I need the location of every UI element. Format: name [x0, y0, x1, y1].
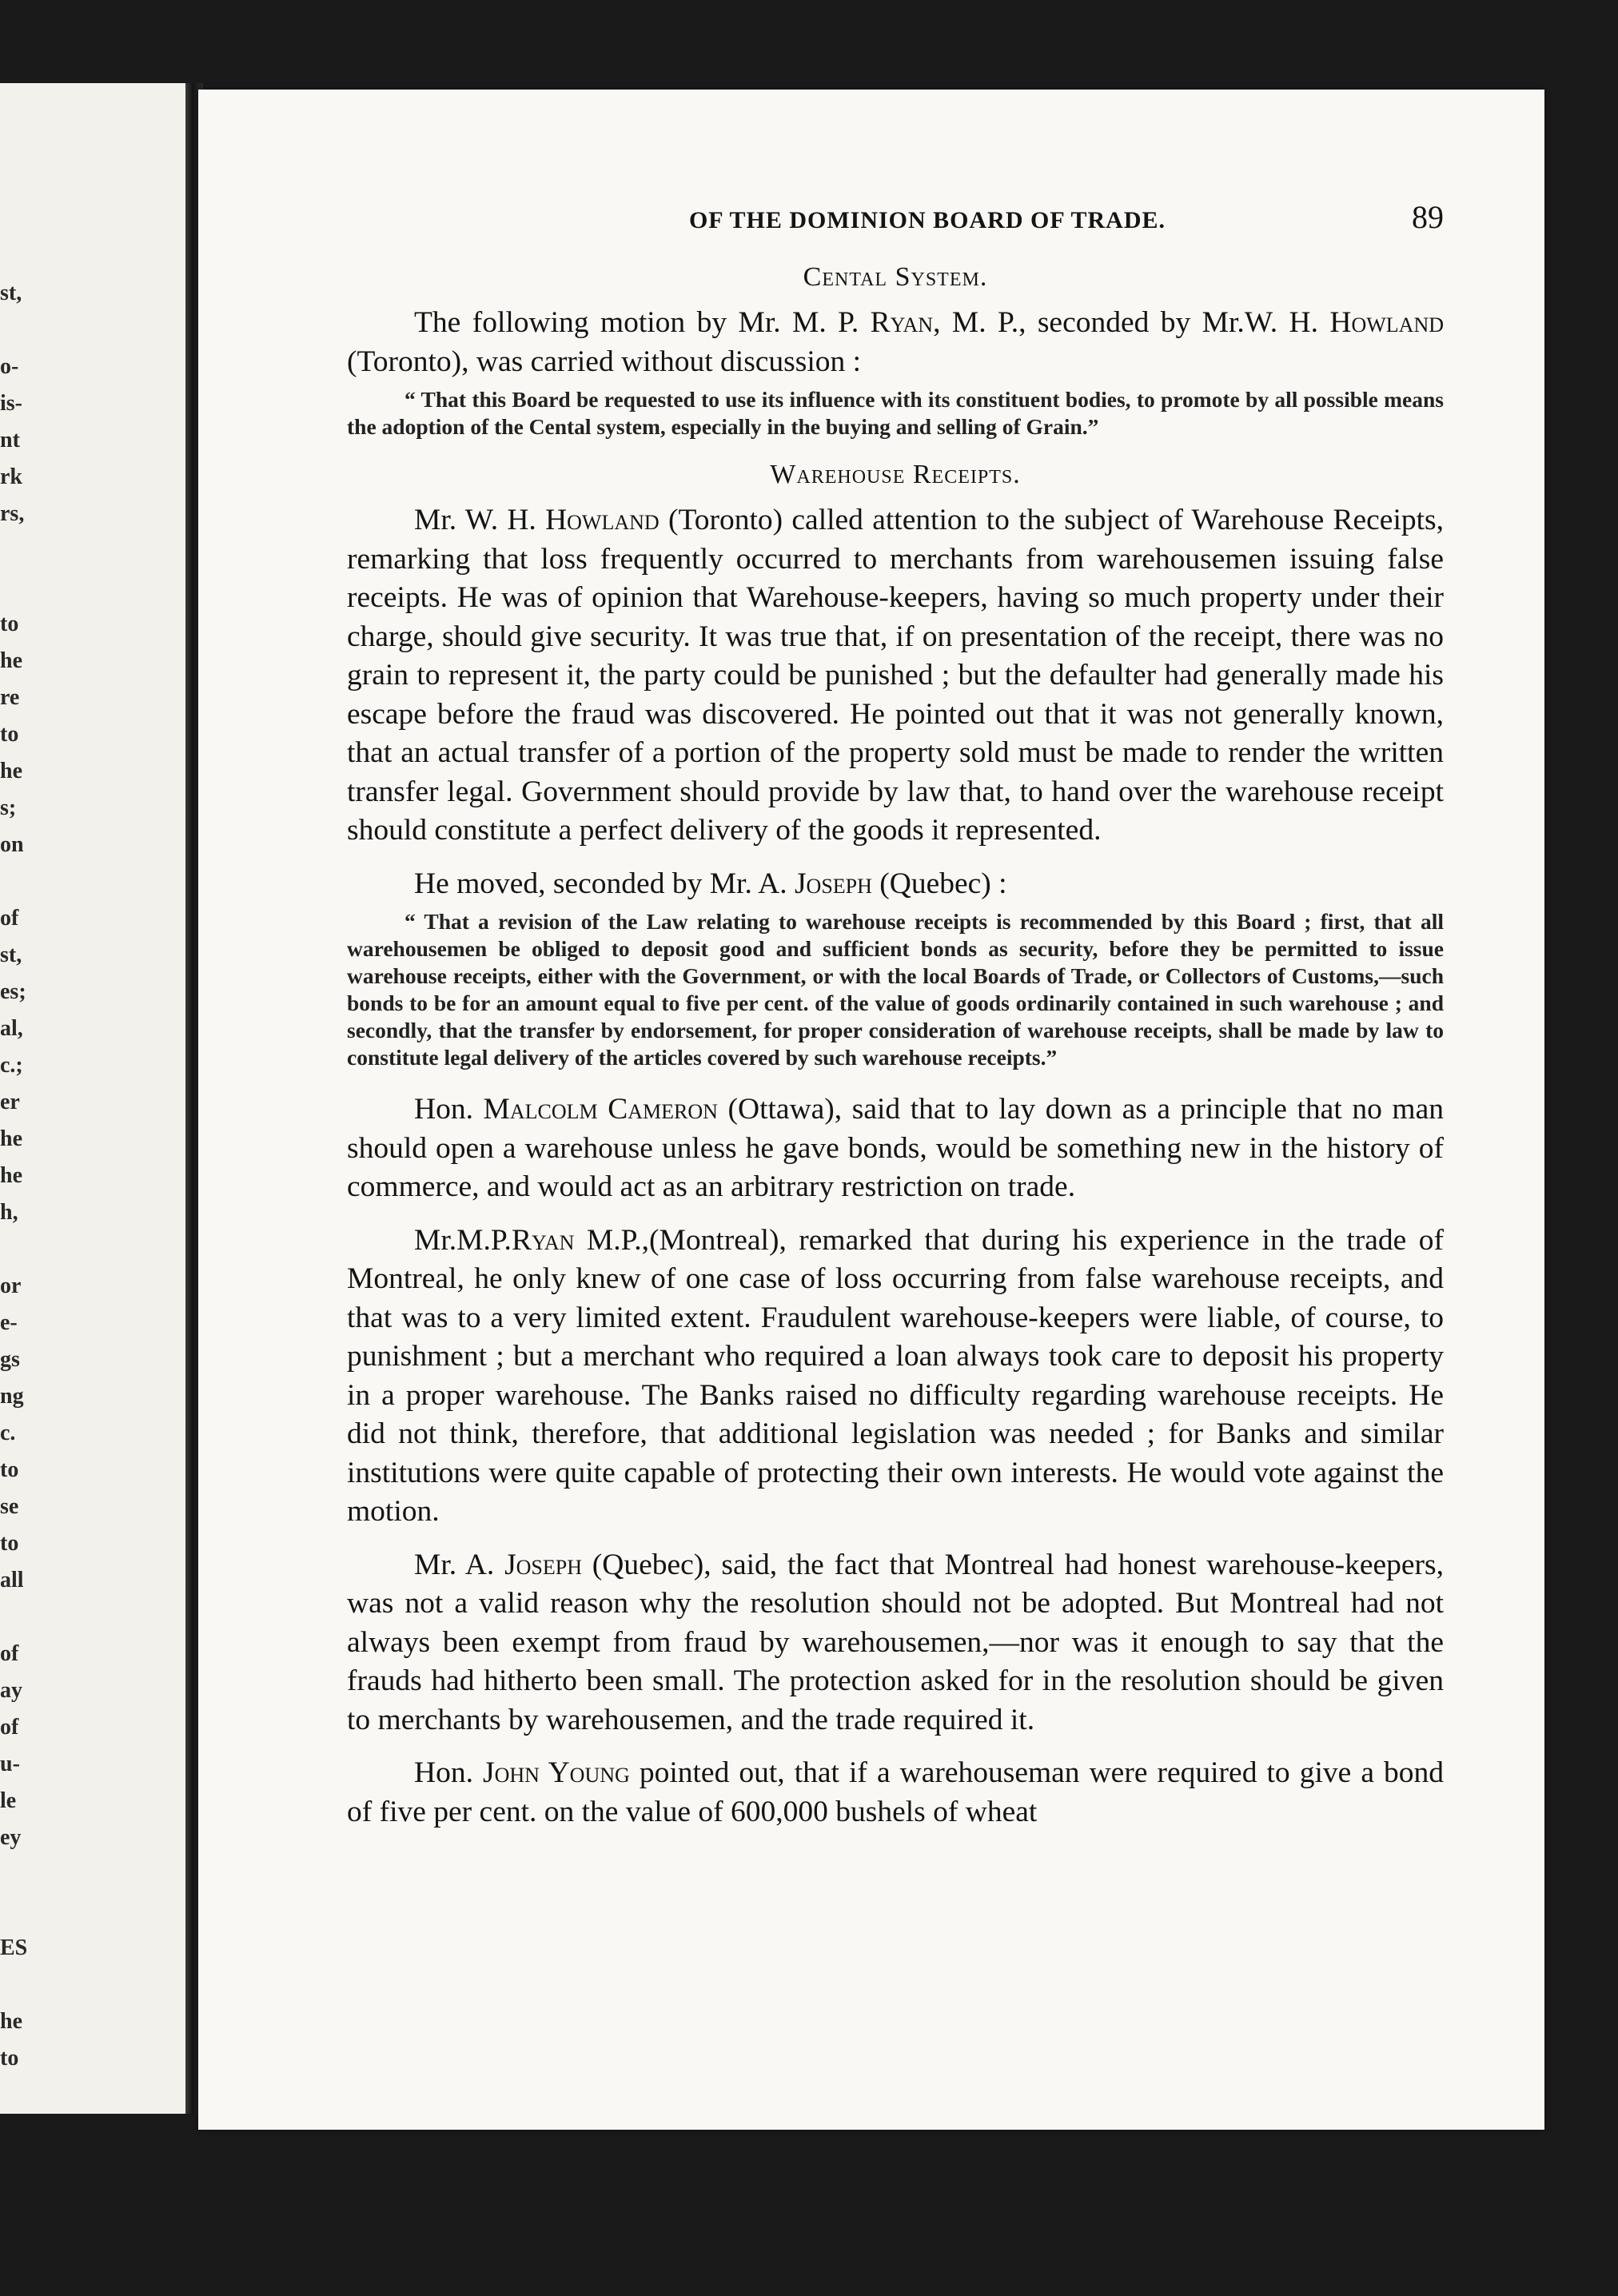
- facing-page-fragment: c.;: [0, 1053, 23, 1078]
- book-page: [198, 90, 1544, 2130]
- facing-page-fragment: to: [0, 2046, 19, 2071]
- speaker-name: Ryan: [511, 1223, 575, 1257]
- facing-page-fragment: he: [0, 648, 22, 673]
- facing-page-fragment: rs,: [0, 501, 25, 526]
- facing-page-fragment: h,: [0, 1200, 18, 1225]
- facing-page-fragment: rk: [0, 464, 22, 489]
- facing-page-fragment: [0, 1856, 72, 1893]
- facing-page-fragment: all: [0, 1568, 24, 1592]
- facing-page-fragment: st,: [0, 281, 22, 305]
- facing-page-fragment: [0, 569, 72, 606]
- facing-page-fragment: s;: [0, 795, 17, 820]
- speaker-name: Howland: [1329, 306, 1444, 339]
- text-run: Mr.M.P.: [414, 1223, 512, 1257]
- facing-page-fragment: [0, 532, 72, 569]
- facing-page-fragment: e-: [0, 1310, 18, 1335]
- young-paragraph: [347, 1754, 1444, 1832]
- running-title: OF THE DOMINION BOARD OF TRADE.: [688, 207, 1166, 233]
- text-run: Mr. W. H.: [414, 504, 546, 536]
- text-run: He moved, seconded by Mr. A.: [414, 867, 795, 900]
- howland-paragraph: [347, 501, 1444, 851]
- speaker-name: Malcolm Cameron: [483, 1093, 718, 1126]
- facing-page-fragment: he: [0, 1126, 22, 1151]
- text-run: Mr. A.: [414, 1548, 505, 1581]
- text-run: (Ottawa), said that to lay down as a principle that no man should open a warehouse unless he gave bonds, would be something new in the history of commerce, and would act as an arbitrary restriction on trade.: [347, 1093, 1444, 1203]
- text-run: Hon.: [414, 1093, 484, 1126]
- text-run: (Quebec), said, the fact that Montreal had honest warehouse-keepers, was not a valid reason why the resolution should not be adopted. But Montreal had not always been exempt from fraud by warehousemen,—nor was it enough to say that the frauds had hitherto been small. The protection asked for in the resolution should be given to merchants by warehousemen, and the trade required it.: [347, 1548, 1444, 1736]
- speaker-name: Joseph: [504, 1548, 583, 1581]
- facing-page-fragment: of: [0, 906, 19, 931]
- facing-page-fragment: he: [0, 759, 22, 783]
- speaker-name: Joseph: [794, 867, 872, 900]
- facing-page-fragment: gs: [0, 1347, 20, 1372]
- facing-page-fragment: to: [0, 612, 19, 636]
- facing-page-fragment: es;: [0, 979, 26, 1004]
- facing-page-fragment: [0, 1231, 72, 1268]
- text-run: (Toronto) called attention to the subject of Warehouse Receipts, remarking that loss frequently occurred to merchants from warehousemen issuing false receipts. He was of opinion that Warehouse-keepers, having so much property under their charge, should give security. It was true that, if on presentation of the receipt, there was no grain to represent it, the party could be punished ; but the defaulter had generally made his escape before the fraud was discovered. He pointed out that it was not generally known, that an actual transfer of a portion of the property sold must be made to render the written transfer legal. Government should provide by law that, to hand over the warehouse receipt should constitute a perfect delivery of the goods it represented.: [347, 504, 1444, 847]
- facing-page-fragment: on: [0, 832, 24, 857]
- section-heading-cental-system: Cental System.: [803, 262, 988, 292]
- facing-page-fragment: is-: [0, 391, 22, 416]
- section-heading-warehouse-receipts: Warehouse Receipts.: [770, 460, 1021, 489]
- cental-resolution-quote: “ That this Board be requested to use its influence with its constituent bodies, to promote by all possible means the adoption of the Cental system, especially in the buying and selling of Grain.”: [347, 387, 1444, 439]
- text-run: (Quebec) :: [871, 867, 1007, 900]
- cameron-paragraph: [347, 1090, 1444, 1207]
- facing-page: [0, 83, 197, 2114]
- text-run: (Toronto), was carried without discussion :: [347, 345, 862, 378]
- text-run: , M. P., seconded by Mr.W. H.: [933, 306, 1330, 339]
- facing-page-fragment: [0, 1893, 72, 1930]
- facing-page-fragment: c.: [0, 1421, 16, 1445]
- running-head: [347, 198, 1444, 246]
- facing-page-fragment: to: [0, 722, 19, 747]
- page-content: [347, 198, 1444, 1846]
- text-run: pointed out, that if a warehouseman were required to give a bond of five per cent. on the value of 600,000 bushels of wheat: [347, 1756, 1445, 1828]
- facing-page-fragment: he: [0, 1163, 22, 1188]
- facing-page-fragment: or: [0, 1274, 22, 1298]
- page-number: 89: [1412, 199, 1444, 235]
- facing-page-fragment: ng: [0, 1384, 24, 1409]
- facing-page-fragment: re: [0, 685, 20, 710]
- facing-page-fragment: [0, 312, 72, 349]
- speaker-name: Howland: [545, 504, 660, 536]
- facing-page-fragment: er: [0, 1090, 20, 1114]
- facing-page-fragment: se: [0, 1494, 19, 1519]
- facing-page-fragment: al,: [0, 1016, 23, 1041]
- facing-page-fragment: nt: [0, 428, 20, 452]
- joseph-paragraph: [347, 1546, 1444, 1740]
- speaker-name: John Young: [483, 1756, 630, 1789]
- facing-page-fragment: [0, 1967, 72, 2003]
- moved-paragraph: [347, 865, 1444, 904]
- ryan-paragraph: [347, 1222, 1444, 1532]
- speaker-name: Ryan: [870, 306, 934, 339]
- facing-page-text-fragments: [0, 275, 72, 2077]
- facing-page-fragment: ES: [0, 1935, 28, 1960]
- facing-page-fragment: u-: [0, 1752, 20, 1776]
- facing-page-fragment: [0, 863, 72, 900]
- facing-page-fragment: [0, 1599, 72, 1636]
- facing-page-fragment: he: [0, 2009, 22, 2034]
- text-run: Hon.: [414, 1756, 484, 1789]
- cental-motion-paragraph: [347, 304, 1444, 381]
- warehouse-resolution-quote: “ That a revision of the Law relating to warehouse receipts is recommended by this Board ; first, that all warehousemen be obliged to deposit good and sufficient bonds as security, before they be permitted to issue warehouse receipts, either with the Government, or with the local Boards of Trade, or Collectors of Customs,—such bonds to be for an amount equal to five per cent. of the value of goods ordinarily contained in such warehouse ; and secondly, that the transfer by endorsement, for proper consideration of warehouse receipts, shall be made by law to constitute legal delivery of the articles covered by such warehouse receipts.”: [347, 909, 1444, 1070]
- facing-page-fragment: st,: [0, 943, 22, 967]
- facing-page-fragment: to: [0, 1531, 19, 1556]
- text-run: M.P.,(Montreal), remarked that during his experience in the trade of Montreal, he only knew of one case of loss occurring from false warehouse receipts, and that was to a very limited extent. Fraudulent warehouse-keepers were liable, of course, to punishment ; but a merchant who required a loan always took care to deposit his property in a proper warehouse. The Banks raised no difficulty regarding warehouse receipts. He did not think, therefore, that additional legislation was needed ; for Banks and similar institutions were quite capable of protecting their own interests. He would vote against the motion.: [347, 1223, 1444, 1528]
- facing-page-fragment: le: [0, 1788, 17, 1813]
- facing-page-fragment: to: [0, 1457, 19, 1482]
- facing-page-fragment: ey: [0, 1825, 22, 1850]
- text-run: The following motion by Mr. M. P.: [414, 306, 871, 339]
- facing-page-fragment: of: [0, 1641, 19, 1666]
- facing-page-fragment: o-: [0, 354, 19, 379]
- facing-page-fragment: of: [0, 1715, 19, 1740]
- facing-page-fragment: ay: [0, 1678, 22, 1703]
